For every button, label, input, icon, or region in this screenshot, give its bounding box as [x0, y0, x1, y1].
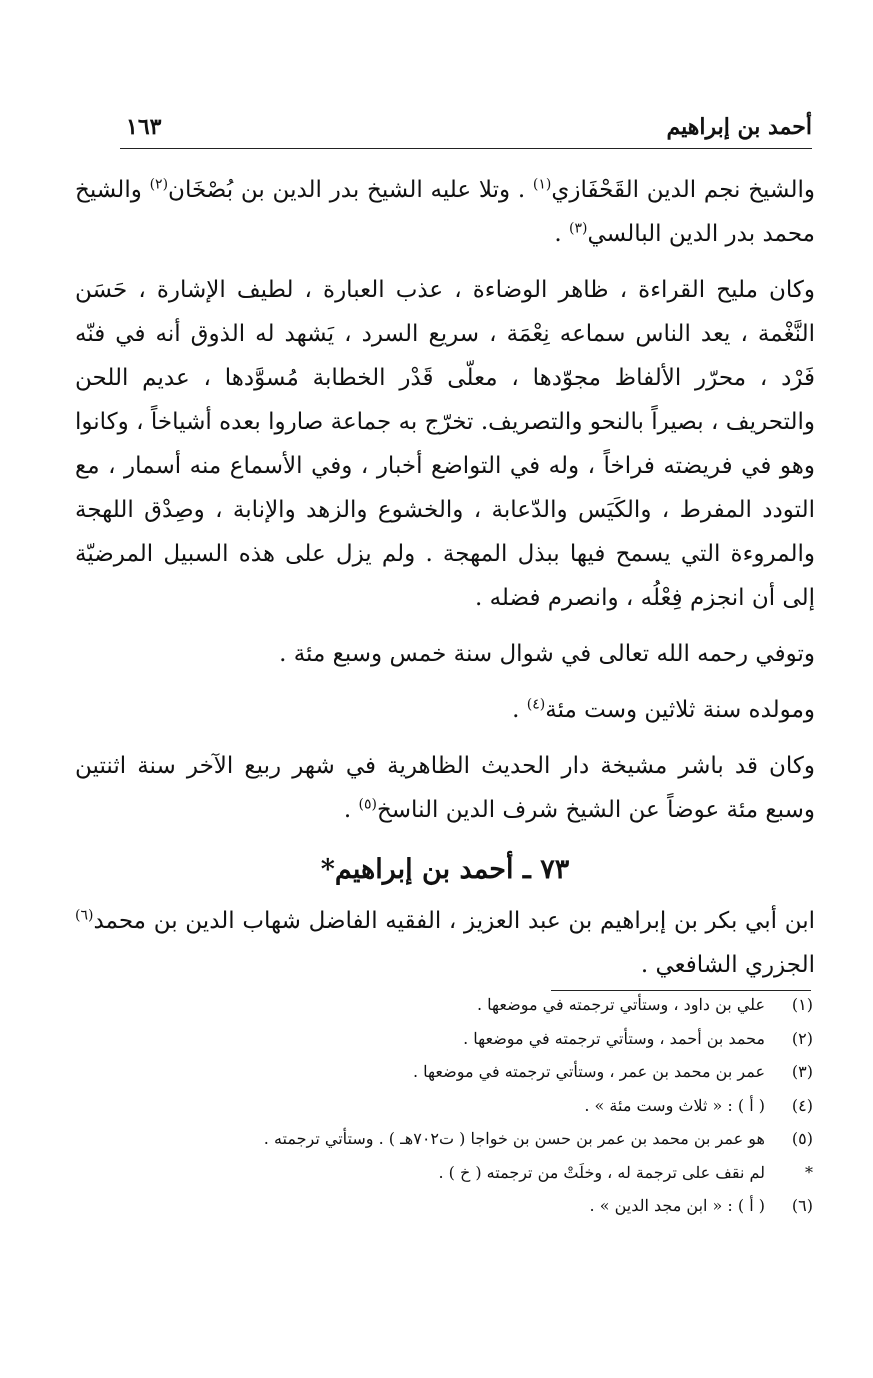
- text-run: . وتلا عليه الشيخ بدر الدين بن بُصْخَان: [168, 177, 533, 203]
- footnote: [90, 1089, 813, 1123]
- footnote: [90, 988, 813, 1022]
- footnote-mark: (٢): [791, 1028, 813, 1048]
- paragraph-2: وكان مليح القراءة ، ظاهر الوضاءة ، عذب العبارة ، لطيف الإشارة ، حَسَن النَّغْمة ، يعد الناس سماعه نِعْمَة ، سريع السرد ، يَشهد له الذوق أنه في فنّه فَرْد ، محرّر الألفاظ مجوّدها ، معلّى قَدْر الخطابة مُسوَّدها ، عديم اللحن والتحريف ، بصيراً بالنحو والتصريف. تخرّج به جماعة صاروا بعده أشياخاً ، وكانوا وهو في فريضته فراخاً ، وله في التواضع أخبار ، وفي الأسماع منه أسمار ، مع التودد المفرط ، والكَيَس والدّعابة ، والخشوع والزهد والإنابة ، وصِدْق اللهجة والمروءة التي يسمح فيها ببذل المهجة . ولم يزل على هذه السبيل المرضيّة إلى أن انجزم فِعْلُه ، وانصرم فضله .: [75, 277, 815, 611]
- footnote-text: عمر بن محمد بن عمر ، وستأتي ترجمته في موضعها .: [413, 1062, 765, 1081]
- footnote-mark: (٣): [791, 1062, 813, 1081]
- footnote-ref: (٥): [358, 796, 377, 813]
- footnote: [90, 1189, 813, 1223]
- entry-heading: ٧٣ ـ أحمد بن إبراهيم*: [320, 854, 570, 885]
- footnotes: [90, 988, 813, 1223]
- page-number: ١٦٣: [126, 114, 162, 140]
- footnote-ref: (٤): [526, 696, 546, 713]
- text-run: ومولده سنة ثلاثين وست مئة: [545, 697, 815, 723]
- footnote-text: لم نقف على ترجمة له ، وخلَتْ من ترجمته ( خ ) .: [438, 1162, 765, 1182]
- page-header: [120, 112, 812, 149]
- paragraph-4: [75, 688, 815, 732]
- text-run: .: [512, 697, 527, 723]
- text-run: وكان قد باشر مشيخة دار الحديث الظاهرية في شهر ربيع الآخر سنة اثنتين وسبع مئة عوضاً عن الشيخ شرف الدين الناسخ: [75, 753, 815, 823]
- footnote: [90, 1122, 813, 1156]
- footnote-ref: (٣): [569, 220, 588, 237]
- text-run: ابن أبي بكر بن إبراهيم بن عبد العزيز ، الفقيه الفاضل شهاب الدين بن محمد: [93, 908, 815, 934]
- running-title: أحمد بن إبراهيم: [666, 114, 812, 140]
- text-run: والشيخ محمد بدر الدين البالسي: [75, 177, 815, 247]
- text-run: الجزري الشافعي .: [640, 952, 815, 978]
- main-text: [75, 168, 815, 987]
- footnote: [90, 1055, 813, 1089]
- paragraph-1: [75, 168, 815, 256]
- footnote-text: محمد بن أحمد ، وستأتي ترجمته في موضعها .: [463, 1028, 765, 1048]
- paragraph-5: [75, 744, 815, 832]
- footnote-ref: (١): [532, 176, 552, 193]
- footnote-mark: (١): [791, 995, 813, 1014]
- footnote-text: ( أ ) : « ثلاث وست مئة » .: [584, 1095, 765, 1115]
- footnote-mark: (٤): [791, 1095, 813, 1115]
- footnote-ref: (٢): [149, 176, 169, 193]
- footnote: [90, 1022, 813, 1056]
- footnote-ref: (٦): [75, 907, 94, 924]
- footnote-text: هو عمر بن محمد بن عمر بن حسن بن خواجا ( ت٧٠٢هـ ) . وستأتي ترجمته .: [263, 1129, 765, 1148]
- paragraph-6: [75, 899, 815, 987]
- footnote-mark: (٥): [791, 1129, 813, 1148]
- footnote-mark: (٦): [791, 1196, 813, 1215]
- text-run: .: [343, 797, 359, 823]
- text-run: .: [554, 221, 570, 247]
- footnote-mark: *: [805, 1162, 813, 1182]
- footnote-text: ( أ ) : « ابن مجد الدين » .: [589, 1196, 765, 1215]
- paragraph-3: وتوفي رحمه الله تعالى في شوال سنة خمس وسبع مئة .: [279, 641, 815, 667]
- footnote: [90, 1156, 813, 1190]
- text-run: والشيخ نجم الدين القَحْفَازي: [551, 177, 816, 203]
- footnote-text: علي بن داود ، وستأتي ترجمته في موضعها .: [477, 995, 765, 1014]
